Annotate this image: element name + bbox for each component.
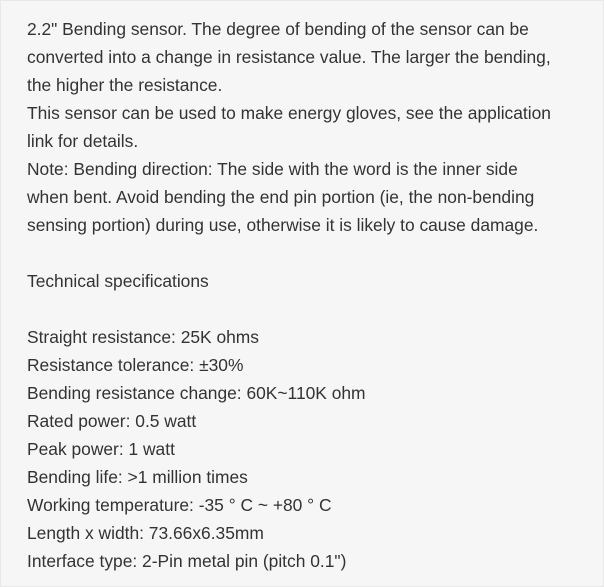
paragraph-spacer [27, 295, 592, 323]
description-line: the higher the resistance. [27, 75, 223, 95]
spec-item: Interface type: 2-Pin metal pin (pitch 0.1") [27, 551, 347, 571]
spec-item: Peak power: 1 watt [27, 439, 175, 459]
spec-item: Bending life: >1 million times [27, 467, 248, 487]
paragraph-spacer [27, 239, 592, 267]
description-text-block [27, 15, 592, 575]
specs-heading: Technical specifications [27, 271, 209, 291]
description-line: 2.2" Bending sensor. The degree of bending of the sensor can be [27, 19, 529, 39]
description-line: link for details. [27, 131, 139, 151]
description-line: converted into a change in resistance value. The larger the bending, [27, 47, 551, 67]
description-line: sensing portion) during use, otherwise it is likely to cause damage. [27, 215, 539, 235]
spec-item: Length x width: 73.66x6.35mm [27, 523, 264, 543]
spec-item: Resistance tolerance: ±30% [27, 355, 244, 375]
description-line: Note: Bending direction: The side with the word is the inner side [27, 159, 518, 179]
spec-item: Straight resistance: 25K ohms [27, 327, 259, 347]
spec-item: Working temperature: -35 ° C ~ +80 ° C [27, 495, 332, 515]
spec-item: Bending resistance change: 60K~110K ohm [27, 383, 366, 403]
spec-item: Rated power: 0.5 watt [27, 411, 197, 431]
description-line: This sensor can be used to make energy gloves, see the application [27, 103, 551, 123]
description-line: when bent. Avoid bending the end pin portion (ie, the non-bending [27, 187, 535, 207]
